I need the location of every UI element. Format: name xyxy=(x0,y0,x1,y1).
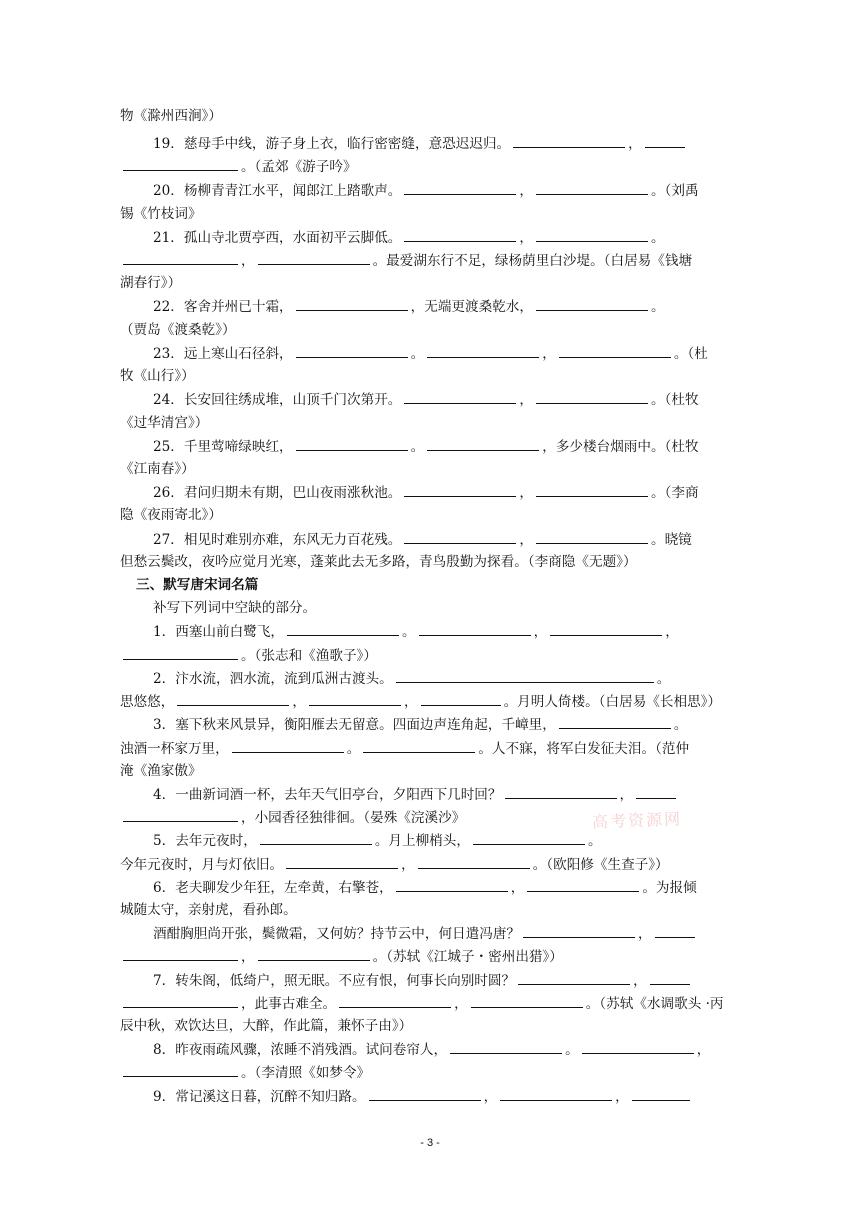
blank xyxy=(536,389,648,404)
ci-question-3: 3．塞下秋来风景异，衡阳雁去无留意。四面边声连角起，千嶂里， 。 xyxy=(153,714,687,734)
blank xyxy=(404,227,516,242)
question-22: 22．客舍并州已十霜， ，无端更渡桑乾水， 。 xyxy=(153,296,665,316)
text-line: 物《滁州西涧》） xyxy=(120,108,222,124)
text-line: 酒酣胸胆尚开张，鬓微霜，又何妨？持节云中，何日遣冯唐？ ， xyxy=(153,923,698,943)
blank xyxy=(523,923,635,938)
blank xyxy=(421,691,501,706)
blank xyxy=(404,389,516,404)
blank xyxy=(369,1086,481,1101)
text-line: 《过华清宫》） xyxy=(120,415,209,431)
blank xyxy=(232,738,344,753)
blank xyxy=(636,784,676,799)
section-instruction: 补写下列词中空缺的部分。 xyxy=(153,600,317,616)
blank xyxy=(527,877,639,892)
blank xyxy=(404,180,516,195)
blank xyxy=(518,970,630,985)
blank xyxy=(123,993,238,1008)
text-line: 思悠悠， ， ， 。月明人倚楼。（白居易《长相思》） xyxy=(120,691,721,711)
blank xyxy=(123,946,238,961)
blank xyxy=(296,436,408,451)
blank xyxy=(427,343,539,358)
section-heading: 三、默写唐宋词名篇 xyxy=(136,577,259,593)
text-line: 淹《渔家傲》 xyxy=(120,763,202,779)
blank xyxy=(123,807,238,822)
ci-question-7: 7．转朱阁，低绮户，照无眠。不应有恨，何事长向别时圆？ ， xyxy=(153,970,693,990)
blank xyxy=(650,970,690,985)
text-line: 隐《夜雨寄北》） xyxy=(120,507,222,523)
blank xyxy=(550,621,662,636)
ci-question-5: 5．去年元夜时， 。月上柳梢头， 。 xyxy=(153,830,602,850)
text-line: ，小园香径独徘徊。（晏殊《浣溪沙》 xyxy=(120,807,465,827)
text-line: 。（张志和《渔歌子》） xyxy=(120,645,377,665)
text-line: 城随太守，亲射虎，看孙郎。 xyxy=(120,902,297,918)
blank xyxy=(123,1062,238,1077)
text-line: ， 。（苏轼《江城子・密州出猎》） xyxy=(120,946,563,966)
text-line: 。（李清照《如梦令》 xyxy=(120,1062,370,1082)
blank xyxy=(419,621,531,636)
blank xyxy=(632,1086,690,1101)
blank xyxy=(513,133,625,148)
blank xyxy=(536,296,648,311)
blank xyxy=(123,250,238,265)
blank xyxy=(123,645,238,660)
blank xyxy=(296,296,408,311)
text-line: ， 。最爱湖东行不足，绿杨荫里白沙堤。（白居易《钱塘 xyxy=(120,250,692,270)
blank xyxy=(309,691,401,706)
blank xyxy=(287,621,399,636)
blank xyxy=(500,1086,612,1101)
blank xyxy=(473,830,585,845)
blank xyxy=(396,668,654,683)
text-line: 辰中秋，欢饮达旦，大醉，作此篇，兼怀子由》） xyxy=(120,1018,413,1034)
blank xyxy=(655,923,695,938)
ci-question-4: 4．一曲新词酒一杯，去年天气旧亭台，夕阳西下几时回？ ， xyxy=(153,784,679,804)
question-26: 26．君问归期未有期，巴山夜雨涨秋池。 ， 。（李商 xyxy=(153,482,699,502)
blank xyxy=(536,482,648,497)
blank xyxy=(404,529,516,544)
text-line: 今年元夜时，月与灯依旧。 ， 。（欧阳修《生查子》） xyxy=(120,854,669,874)
blank xyxy=(536,529,648,544)
text-line: 牧《山行》） xyxy=(120,368,195,384)
ci-question-9: 9．常记溪这日暮，沉醉不知归路。 ， ， xyxy=(153,1086,693,1106)
page-number: - 3 - xyxy=(420,1137,440,1149)
question-21: 21．孤山寺北贾亭西，水面初平云脚低。 ， 。 xyxy=(153,227,665,247)
watermark: 高考资源网 xyxy=(591,809,683,832)
blank xyxy=(363,738,475,753)
blank xyxy=(645,133,685,148)
blank xyxy=(177,691,289,706)
blank xyxy=(582,1039,694,1054)
blank xyxy=(536,180,648,195)
blank xyxy=(258,946,370,961)
blank xyxy=(450,1039,562,1054)
blank xyxy=(536,227,648,242)
ci-question-2: 2．汴水流，泗水流，流到瓜洲古渡头。 。 xyxy=(153,668,670,688)
question-25: 25．千里莺啼绿映红， 。 ，多少楼台烟雨中。（杜牧 xyxy=(153,436,699,456)
question-20: 20．杨柳青青江水平，闻郎江上踏歌声。 ， 。（刘禹 xyxy=(153,180,699,200)
question-23: 23．远上寒山石径斜， 。 ， 。（杜 xyxy=(153,343,708,363)
text-line: 锡《竹枝词》 xyxy=(120,206,202,222)
text-line: （贾岛《渡桑乾》） xyxy=(120,322,236,338)
text-line: 湖春行》） xyxy=(120,275,182,291)
blank xyxy=(427,436,539,451)
text-line: 浊酒一杯家万里， 。 。人不寐，将军白发征夫泪。（范仲 xyxy=(120,738,689,758)
blank xyxy=(404,482,516,497)
question-27: 27．相见时难别亦难，东风无力百花残。 ， 。晓镜 xyxy=(153,529,692,549)
text-line: 但愁云鬓改，夜吟应觉月光寒，蓬莱此去无多路，青鸟殷勤为探看。（李商隐《无题》） xyxy=(120,554,637,570)
blank xyxy=(418,854,530,869)
blank xyxy=(559,714,671,729)
ci-question-8: 8．昨夜雨疏风骤，浓睡不消残酒。试问卷帘人， 。 ， xyxy=(153,1039,710,1059)
blank xyxy=(260,830,372,845)
ci-question-6: 6．老夫聊发少年狂，左牵黄，右擎苍， ， 。为报倾 xyxy=(153,877,697,897)
question-24: 24．长安回往绣成堆，山顶千门次第开。 ， 。（杜牧 xyxy=(153,389,699,409)
text-line: 。（孟郊《游子吟》 xyxy=(120,156,357,176)
blank xyxy=(296,343,408,358)
blank xyxy=(339,993,451,1008)
text-line: ，此事古难全。 ， 。（苏轼《水调歌头 ·丙 xyxy=(120,993,724,1013)
question-19: 19．慈母手中线，游子身上衣，临行密密缝，意恐迟迟归。 ， xyxy=(153,133,688,153)
blank xyxy=(286,854,398,869)
blank xyxy=(471,993,583,1008)
blank xyxy=(258,250,370,265)
blank xyxy=(123,156,238,171)
blank xyxy=(396,877,508,892)
blank xyxy=(559,343,671,358)
blank xyxy=(505,784,617,799)
text-line: 《江南春》） xyxy=(120,461,195,477)
ci-question-1: 1．西塞山前白鹭飞， 。 ， ， xyxy=(153,621,679,641)
